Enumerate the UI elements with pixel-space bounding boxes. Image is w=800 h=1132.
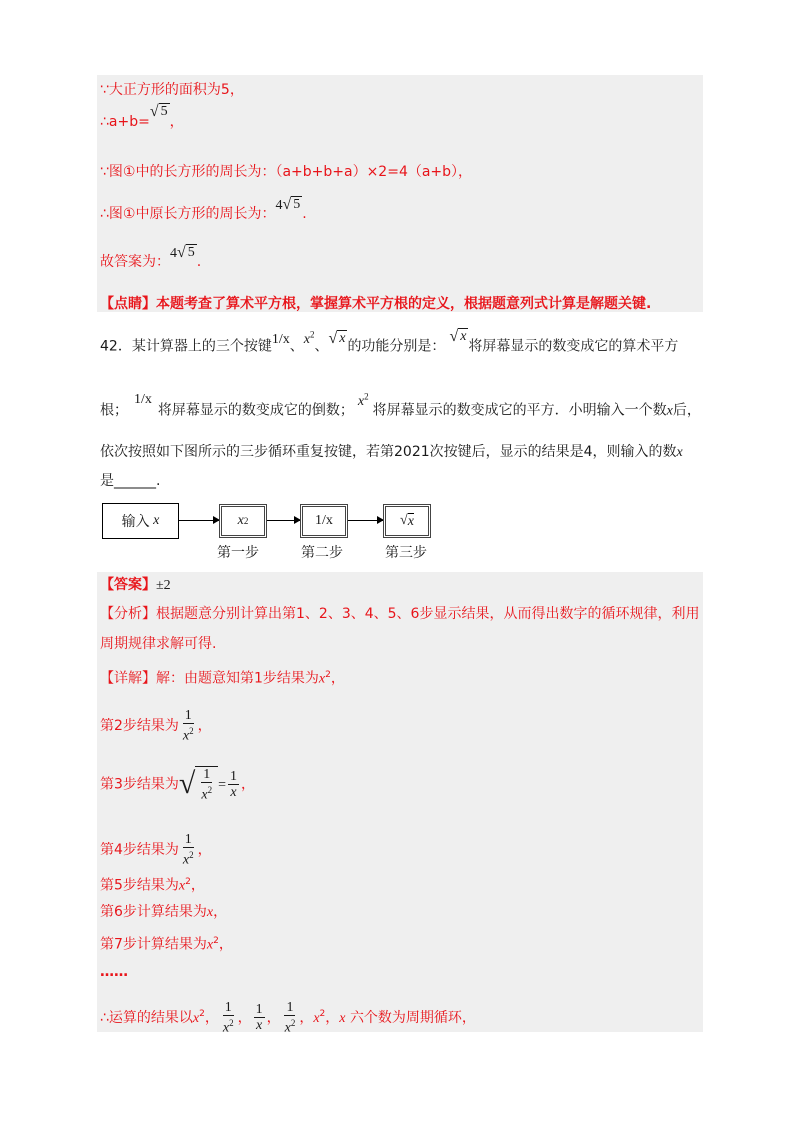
analysis-line: 周期规律求解可得.: [100, 636, 217, 652]
input-box: 输入 x: [102, 503, 179, 539]
fraction: $\frac{1}{x^2}$: [284, 1000, 296, 1036]
fraction: $\frac{1}{x^2}$: [182, 832, 194, 868]
analysis-line: 【分析】根据题意分别计算出第1、2、3、4、5、6步显示结果，从而得出数字的循环规律，利用: [100, 606, 700, 622]
sqrt-key-box: √ x: [383, 504, 431, 538]
conclusion-line: ∴运算的结果以$x^2$， $\frac{1}{x^2}$ ， $\frac{1}{x}$ ， $\frac{1}{x^2}$ ，$x^2$，x 六个数为周期循环，: [100, 1000, 476, 1036]
step-line: 第5步结果为$x^2$，: [100, 877, 205, 894]
step-line: 第4步结果为 $\frac{1}{x^2}$ ，: [100, 832, 212, 868]
step-label: 第一步: [217, 545, 259, 561]
step-label: 第二步: [301, 545, 343, 561]
arrow-icon: [267, 520, 300, 521]
answer-line: 【答案】±2: [100, 577, 171, 593]
arrow-icon: [348, 520, 383, 521]
fraction: $\frac{1}{x}$: [255, 1002, 263, 1034]
text-line: ∵图①中的长方形的周长为：（a+b+b+a）×2=4（a+b），: [100, 164, 473, 180]
square-key-box: x 2: [219, 504, 267, 538]
key-reciprocal: 1/x: [134, 391, 152, 407]
step-line: 第2步结果为 $\frac{1}{x^2}$ ，: [100, 708, 212, 744]
fraction: $\frac{1}{x^2}$: [182, 708, 194, 744]
fraction: $\frac{1}{x}$: [230, 768, 238, 800]
comment-line: 【点睛】本题考查了算术平方根，掌握算术平方根的定义，根据题意列式计算是解题关键.: [100, 296, 652, 312]
question-line: 根；1/x将屏幕显示的数变成它的倒数；$x^2$将屏幕显示的数变成它的平方．小明输入一个数x后，: [100, 391, 701, 419]
key-square: $x^2$: [357, 391, 369, 409]
step-line: 第6步计算结果为x，: [100, 904, 228, 920]
solution-block-top: [97, 75, 703, 312]
key-square: $x^2$: [303, 329, 315, 347]
sqrt-expression: 4 √ 5: [170, 244, 197, 264]
key-reciprocal: 1/x: [271, 331, 290, 347]
question-line: 依次按照如下图所示的三步循环重复按键，若第2021次按键后，显示的结果是4，则输入的数x: [100, 444, 683, 460]
sqrt-expression: 4 √ 5: [275, 196, 302, 216]
step-label: 第三步: [385, 545, 427, 561]
ellipsis: ……: [100, 964, 128, 980]
key-sqrt: √ x: [449, 327, 467, 345]
text-line: 故答案为： 4 √ 5 .: [100, 244, 202, 270]
reciprocal-key-box: 1/x: [300, 504, 348, 538]
text-line: ∴a+b= √ 5 ，: [100, 103, 184, 130]
text-line: ∴图①中原长方形的周长为： 4 √ 5 .: [100, 196, 307, 222]
question-line: 是______.: [100, 473, 161, 489]
step-line: 第3步结果为 √ $\frac{1}{x^2}$ = $\frac{1}{x}$ ，: [100, 767, 256, 803]
fraction: $\frac{1}{x^2}$: [222, 1000, 234, 1036]
arrow-icon: [178, 520, 219, 521]
sqrt-expression: √ $\frac{1}{x^2}$: [179, 766, 218, 803]
step-line: 第7步计算结果为$x^2$，: [100, 936, 233, 953]
question-line: 42．某计算器上的三个按键1/x、$x^2$、 √ x 的功能分别是： √ x 将屏幕显示的数变成它的算术平方: [100, 327, 679, 355]
key-sqrt: √ x: [328, 329, 346, 347]
detail-line: 【详解】解：由题意知第1步结果为$x^2$，: [100, 670, 345, 687]
text-line: ∵大正方形的面积为5，: [100, 82, 244, 98]
sqrt-expression: √ 5: [149, 103, 168, 120]
